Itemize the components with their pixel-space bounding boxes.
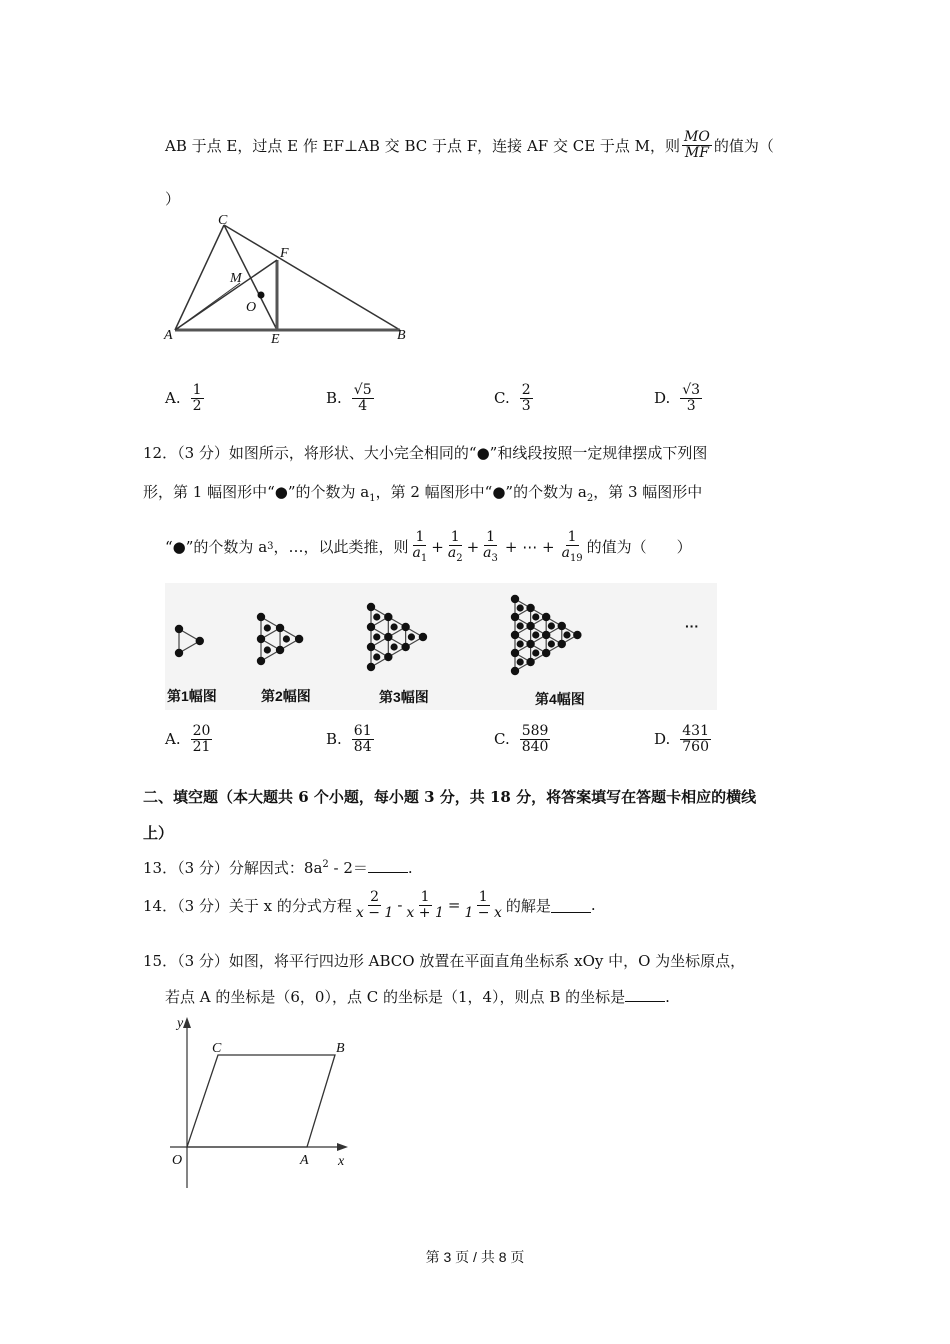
- pattern-inner-dot-fig4: [548, 640, 555, 647]
- option-den: 4: [358, 397, 368, 414]
- pattern-dot-fig4: [526, 604, 534, 612]
- q11-line1: [165, 130, 774, 160]
- label-M: M: [230, 271, 242, 286]
- term-sub: 3: [491, 552, 498, 564]
- term-sub: 1: [420, 552, 428, 564]
- q13-end: .: [407, 859, 413, 877]
- q15-end: .: [665, 988, 670, 1006]
- q12-sub-2: 2: [586, 493, 594, 504]
- fig-label-4: 第4幅图: [535, 691, 585, 707]
- pattern-inner-dot-fig2: [283, 635, 290, 642]
- pattern-inner-dot-fig3: [373, 613, 380, 620]
- option-label: A.: [165, 389, 181, 408]
- pattern-dot-fig4: [511, 667, 519, 675]
- pattern-dot-fig3: [367, 603, 375, 611]
- pattern-inner-dot-fig4: [517, 604, 524, 611]
- fig-label-2: 第2幅图: [261, 688, 311, 704]
- q12-plus-dots: + ⋯ +: [504, 537, 555, 556]
- label-A: A: [300, 1153, 309, 1168]
- point-O: [258, 292, 265, 299]
- q11-line1-post: 的值为（: [713, 136, 774, 155]
- edge-AM: [175, 283, 240, 330]
- q12-line2-c: ，第 3 幅图形中: [593, 483, 703, 501]
- q11-line2: ）: [165, 190, 181, 208]
- option-label: B.: [326, 389, 342, 408]
- term-den: a: [447, 544, 457, 561]
- q12-term-1: [411, 530, 430, 564]
- pattern-inner-dot-fig4: [548, 622, 555, 629]
- pattern-dot-fig3: [401, 643, 409, 651]
- q12-term-19: [560, 530, 585, 564]
- q15-line2-pre: 若点 A 的坐标是（6，0），点 C 的坐标是（1，4），则点 B 的坐标是: [165, 988, 626, 1006]
- q14-minus: -: [397, 896, 403, 915]
- q12-plus-1: +: [431, 537, 444, 556]
- q14-f2-den: x + 1: [406, 904, 444, 921]
- term-num: 1: [450, 529, 460, 545]
- page-footer: 第 3 页 / 共 8 页: [425, 1249, 525, 1265]
- q12-line3: [165, 530, 692, 564]
- pattern-inner-dot-fig4: [517, 640, 524, 647]
- pattern-dot-fig4: [558, 622, 566, 630]
- term-den: a: [561, 544, 570, 561]
- pattern-dot-fig1: [175, 625, 183, 633]
- section2-heading-line2: 上）: [143, 824, 174, 842]
- q11-line1-pre: AB 于点 E，过点 E 作 EF⊥AB 交 BC 于点 F，连接 AF 交 CE 于点 M，则: [165, 136, 681, 155]
- pattern-dot-fig2: [276, 646, 284, 654]
- q12-term-2: [446, 530, 465, 564]
- section2-heading-line1: 二、填空题（本大题共 6 个小题，每小题 3 分，共 18 分，将答案填写在答题卡相应的横线: [143, 788, 757, 806]
- q13: [143, 857, 413, 878]
- q13-answer-blank[interactable]: [368, 858, 408, 873]
- q11-mo-mf-fraction: [682, 130, 712, 160]
- term-num: 1: [415, 529, 425, 545]
- q14-end: .: [590, 896, 596, 915]
- pattern-inner-dot-fig4: [517, 622, 524, 629]
- fig-ellipsis: ···: [685, 618, 699, 634]
- pattern-dot-fig2: [295, 635, 303, 643]
- pattern-dot-fig1: [175, 649, 183, 657]
- pattern-dot-fig4: [511, 613, 519, 621]
- q12-line3-c: 的值为（ ）: [586, 538, 692, 557]
- q12-option-b[interactable]: [326, 724, 376, 754]
- option-den: 21: [192, 738, 211, 755]
- term-num: 1: [486, 529, 495, 545]
- q12-line2-b: ，第 2 幅图形中“●”的个数为 a: [375, 483, 587, 501]
- option-num: √3: [682, 382, 701, 398]
- pattern-dot-fig4: [542, 649, 550, 657]
- parallelogram-ABCO: [187, 1055, 335, 1147]
- label-A: A: [164, 328, 173, 343]
- pattern-inner-dot-fig3: [390, 643, 397, 650]
- term-den: a: [483, 544, 492, 561]
- term-den: a: [412, 544, 421, 561]
- pattern-dot-fig4: [511, 649, 519, 657]
- edge-AC: [175, 225, 224, 330]
- option-label: B.: [326, 730, 342, 749]
- label-y: y: [177, 1016, 184, 1031]
- q15-answer-blank[interactable]: [625, 987, 665, 1002]
- pattern-inner-dot-fig4: [532, 649, 539, 656]
- pattern-dot-fig4: [573, 631, 581, 639]
- pattern-dot-fig2: [276, 624, 284, 632]
- q13-sup: 2: [322, 859, 329, 870]
- pattern-dot-fig3: [419, 633, 427, 641]
- q14-eq: =: [447, 896, 461, 915]
- q14-f1-den: x − 1: [355, 904, 394, 921]
- q12-option-c[interactable]: [494, 724, 552, 754]
- label-O: O: [172, 1153, 183, 1168]
- q11-frac-den: MF: [684, 144, 709, 161]
- label-C: C: [218, 215, 228, 228]
- q14-post: 的解是: [505, 896, 551, 915]
- q11-option-c[interactable]: [494, 383, 535, 413]
- pattern-dot-fig3: [384, 653, 392, 661]
- q15-parallelogram-figure: [160, 1012, 360, 1192]
- q11-triangle-figure: [160, 215, 420, 350]
- label-B: B: [336, 1041, 345, 1056]
- pattern-dot-fig1: [196, 637, 204, 645]
- label-O: O: [246, 300, 257, 315]
- option-num: 1: [192, 382, 202, 398]
- q12-dot-pattern-figure: [165, 583, 717, 710]
- pattern-dot-fig4: [511, 595, 519, 603]
- q12-term-3: [481, 530, 500, 564]
- option-den: 84: [353, 738, 372, 755]
- pattern-dot-fig4: [542, 613, 550, 621]
- q13-post: - 2＝: [328, 859, 368, 877]
- option-num: √5: [353, 382, 372, 398]
- option-num: 61: [353, 723, 372, 739]
- q14-answer-blank[interactable]: [551, 898, 591, 913]
- q11-option-a[interactable]: [165, 383, 206, 413]
- pattern-dot-fig3: [384, 613, 392, 621]
- pattern-inner-dot-fig4: [532, 613, 539, 620]
- pattern-dot-fig4: [526, 658, 534, 666]
- pattern-inner-dot-fig2: [264, 624, 271, 631]
- pattern-dot-fig2: [257, 635, 265, 643]
- q14-f2-num: 1: [420, 889, 430, 905]
- pattern-inner-dot-fig2: [264, 646, 271, 653]
- pattern-dot-fig2: [257, 657, 265, 665]
- option-label: D.: [654, 730, 671, 749]
- q15-line2: [165, 986, 670, 1007]
- q12-line3-b: ，…，以此类推，则: [273, 538, 409, 557]
- pattern-dot-fig4: [526, 640, 534, 648]
- q14-pre: 14．（3 分）关于 x 的分式方程: [143, 896, 352, 915]
- pattern-dot-fig3: [367, 623, 375, 631]
- q12-sub-3: 3: [267, 541, 274, 553]
- q14: [143, 890, 596, 920]
- q11-option-d[interactable]: [654, 383, 704, 413]
- q11-option-b[interactable]: [326, 383, 376, 413]
- q12-sub-1: 1: [369, 493, 376, 504]
- option-num: 20: [192, 723, 211, 739]
- term-sub: 19: [569, 552, 583, 564]
- pattern-dot-fig4: [542, 631, 550, 639]
- pattern-inner-dot-fig3: [373, 653, 380, 660]
- q14-f3-den: 1 − x: [464, 904, 502, 921]
- pattern-dot-fig4: [558, 640, 566, 648]
- label-E: E: [271, 332, 280, 347]
- q15-line1: 15．（3 分）如图，将平行四边形 ABCO 放置在平面直角坐标系 xOy 中，O 为坐标原点，: [143, 952, 746, 970]
- q12-option-d[interactable]: [654, 724, 713, 754]
- q12-line2-a: 形，第 1 幅图形中“●”的个数为 a: [143, 483, 370, 501]
- y-axis-arrow: [183, 1017, 191, 1028]
- option-num: 589: [521, 723, 549, 739]
- label-B: B: [397, 328, 406, 343]
- fig-label-3: 第3幅图: [379, 689, 429, 705]
- pattern-inner-dot-fig3: [390, 623, 397, 630]
- option-den: 840: [521, 738, 549, 755]
- pattern-inner-dot-fig4: [517, 658, 524, 665]
- pattern-inner-dot-fig4: [532, 631, 539, 638]
- option-label: C.: [494, 389, 510, 408]
- option-num: 2: [521, 382, 531, 398]
- q11-frac-num: MO: [684, 129, 710, 145]
- x-axis-arrow: [337, 1143, 348, 1151]
- pattern-dot-fig2: [257, 613, 265, 621]
- term-sub: 2: [456, 552, 463, 564]
- option-den: 3: [521, 397, 531, 414]
- pattern-inner-dot-fig3: [408, 633, 415, 640]
- label-C: C: [212, 1041, 222, 1056]
- q12-option-a[interactable]: [165, 724, 214, 754]
- pattern-dot-fig4: [511, 631, 519, 639]
- q12-line2: [143, 481, 702, 504]
- option-num: 431: [682, 723, 709, 739]
- pattern-dot-fig3: [384, 633, 392, 641]
- option-den: 3: [686, 397, 696, 414]
- q12-line3-a: “●”的个数为 a: [165, 538, 268, 557]
- q13-pre: 13．（3 分）分解因式：8a: [143, 859, 323, 877]
- q12-plus-2: +: [466, 537, 480, 556]
- option-label: C.: [494, 730, 510, 749]
- pattern-dot-fig4: [526, 622, 534, 630]
- pattern-dot-fig3: [367, 663, 375, 671]
- q14-f3-num: 1: [478, 889, 488, 905]
- pattern-inner-dot-fig4: [563, 631, 570, 638]
- label-x: x: [338, 1154, 345, 1169]
- fig-label-1: 第1幅图: [167, 688, 217, 704]
- option-den: 760: [682, 738, 709, 755]
- option-label: A.: [165, 730, 181, 749]
- option-label: D.: [654, 389, 671, 408]
- q14-f1-num: 2: [370, 889, 380, 905]
- pattern-dot-fig3: [401, 623, 409, 631]
- term-num: 1: [567, 529, 577, 545]
- q12-line1: 12．（3 分）如图所示，将形状、大小完全相同的“●”和线段按照一定规律摆成下列图: [143, 444, 708, 462]
- pattern-dot-fig3: [367, 643, 375, 651]
- pattern-inner-dot-fig3: [373, 633, 380, 640]
- option-den: 2: [192, 397, 202, 414]
- label-F: F: [280, 246, 289, 261]
